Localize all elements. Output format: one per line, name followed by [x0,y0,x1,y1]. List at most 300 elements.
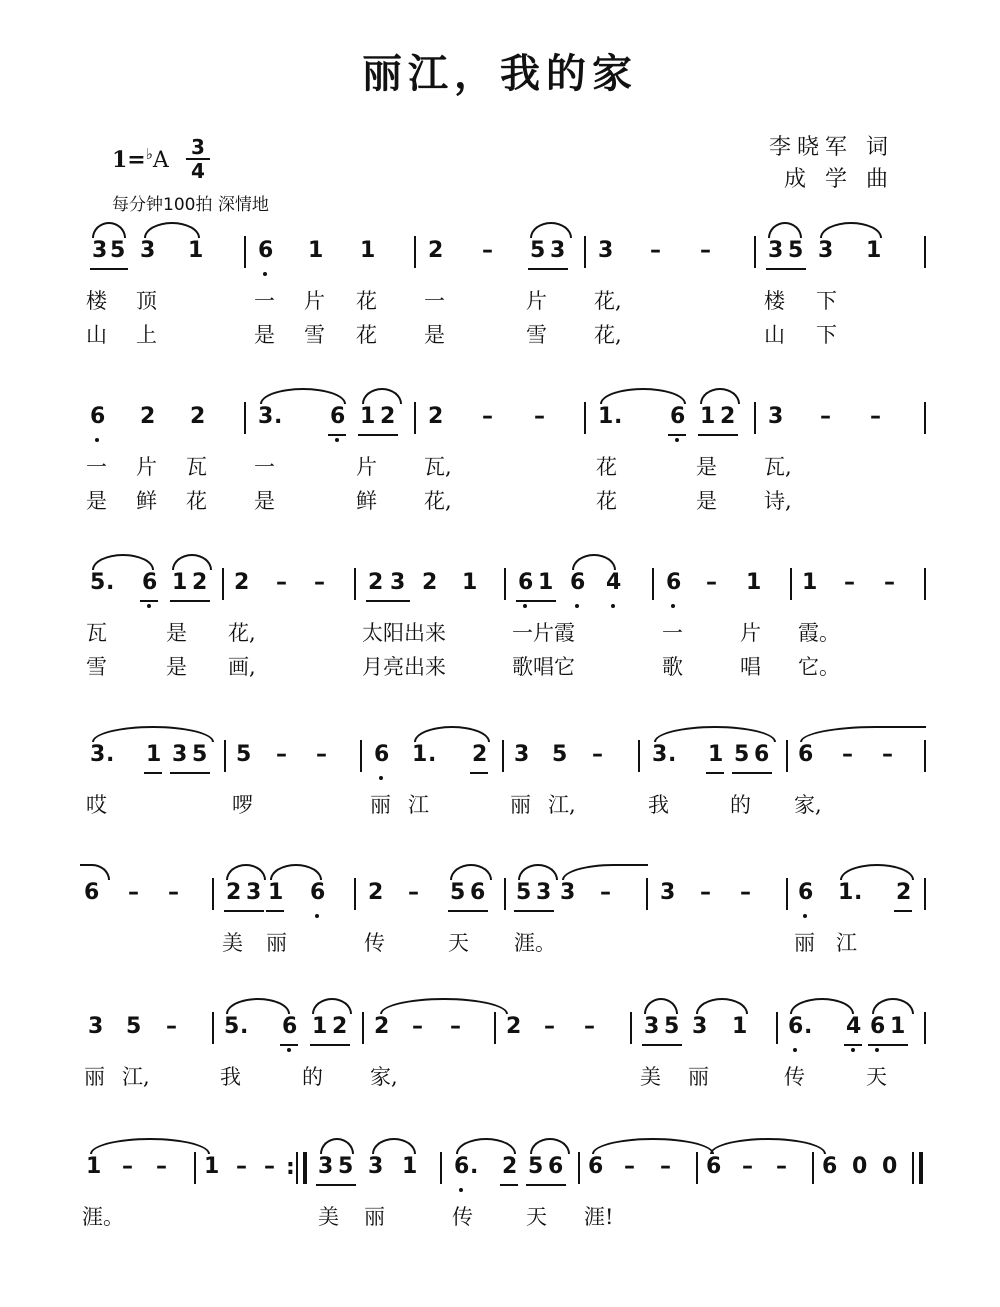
beam [668,434,686,436]
augmentation-dot: . [668,742,677,767]
notation-line [0,740,1000,790]
barline [776,1012,778,1044]
system-3 [0,568,1000,686]
note: 1 [308,238,324,263]
lyric: 雪 [86,655,107,679]
note: – [276,742,287,767]
barline [440,1152,442,1184]
note: 1 [538,570,554,595]
barline [414,236,416,268]
lyric: 花, [228,621,256,645]
lyric: 江, [548,793,576,817]
note: – [482,404,493,429]
augmentation-dot: . [854,880,863,905]
note: 5 [192,742,208,767]
barline [362,1012,364,1044]
note: 1 [866,238,882,263]
slur [380,998,508,1014]
barline [244,402,246,434]
barline [754,236,756,268]
note: 3 [560,880,576,905]
lyric: 是 [424,323,445,347]
barline [924,1012,926,1044]
lyric: 哎 [86,793,107,817]
barline [696,1152,698,1184]
note: – [156,1154,167,1179]
note: 3 [88,1014,104,1039]
barline [494,1012,496,1044]
lyric: 丽 [688,1065,709,1089]
lyric: 山 [86,323,107,347]
low-octave-dot [95,438,99,442]
system-7 [0,1152,1000,1236]
note: 2 [368,880,384,905]
note: 5 [664,1014,680,1039]
lyric: 一 [662,621,683,645]
lyric: 丽 [370,793,391,817]
beam [732,772,772,774]
barline [646,878,648,910]
beam [310,1044,350,1046]
note: – [236,1154,247,1179]
note: 5 [126,1014,142,1039]
barline [504,568,506,600]
note: 5 [236,742,252,767]
lyric: 唱 [740,655,761,679]
beam [844,1044,862,1046]
notation-line [0,236,1000,286]
note: 0 [882,1154,898,1179]
lyric: 我 [220,1065,241,1089]
augmentation-dot: . [470,1154,479,1179]
barline [924,568,926,600]
note: 2 [896,880,912,905]
note: – [650,238,661,263]
note: 1 [802,570,818,595]
beam [766,268,806,270]
note: 6 [870,1014,886,1039]
beam [366,600,410,602]
note: 1 [146,742,162,767]
note: 3 [92,238,108,263]
note: – [122,1154,133,1179]
note: 6 [798,742,814,767]
note: 6 [470,880,486,905]
note: 6 [142,570,158,595]
note: 3 [550,238,566,263]
note: 2 [226,880,242,905]
augmentation-dot: . [614,404,623,429]
augmentation-dot: . [428,742,437,767]
note: 1 [700,404,716,429]
barline [786,740,788,772]
lyric: 天 [448,931,469,955]
lyric-line-verse1 [0,286,1000,320]
note: 1 [462,570,478,595]
note: 5 [552,742,568,767]
note: 1 [598,404,614,429]
note: 1 [86,1154,102,1179]
low-octave-dot [803,914,807,918]
beam [698,434,738,436]
note: – [482,238,493,263]
repeat-dots: : [286,1155,295,1180]
augmentation-dot: . [274,404,283,429]
barline [222,568,224,600]
lyric: 霞。 [798,621,840,645]
barline [754,402,756,434]
note: 2 [428,404,444,429]
note: 1 [360,238,376,263]
note: – [844,570,855,595]
note: – [870,404,881,429]
low-octave-dot [575,604,579,608]
lyric: 雪 [526,323,547,347]
note: 5 [734,742,750,767]
key-prefix: 1= [112,147,146,173]
lyric: 画, [228,655,256,679]
lyric: 是 [166,655,187,679]
note: 3 [90,742,106,767]
barline [502,740,504,772]
note: 3 [318,1154,334,1179]
note: 6 [518,570,534,595]
note: – [700,238,711,263]
note: – [408,880,419,905]
lyric: 丽 [794,931,815,955]
note: 6 [84,880,100,905]
lyric: 丽 [84,1065,105,1089]
lyric-line-verse2 [0,486,1000,520]
barline [224,740,226,772]
note: 2 [502,1154,518,1179]
note: 1 [746,570,762,595]
barline [212,1012,214,1044]
note: – [276,570,287,595]
note: 3 [514,742,530,767]
lyric: 啰 [232,793,253,817]
lyric: 花, [594,289,622,313]
note: 5 [110,238,126,263]
lyric: 一片霞 [512,621,575,645]
lyric: 顶 [136,289,157,313]
note: 6 [90,404,106,429]
lyric: 的 [302,1065,323,1089]
lyric: 花, [594,323,622,347]
barline [354,568,356,600]
note: 3 [140,238,156,263]
note: – [882,742,893,767]
lyric: 瓦, [424,455,452,479]
lyric: 天 [866,1065,887,1089]
beam [170,600,210,602]
barline [244,236,246,268]
low-octave-dot [671,604,675,608]
note: – [168,880,179,905]
lyric: 是 [696,455,717,479]
repeat-end-barline [296,1152,307,1184]
beam [224,910,264,912]
note: – [592,742,603,767]
flat-sign: ♭ [145,145,153,163]
lyric: 传 [452,1205,473,1229]
note: 6 [282,1014,298,1039]
note: 1 [890,1014,906,1039]
barline [924,402,926,434]
beam [516,600,556,602]
lyric-line-verse1 [0,452,1000,486]
note: 3 [390,570,406,595]
low-octave-dot [875,1048,879,1052]
note: 6 [670,404,686,429]
note: 3 [536,880,552,905]
note: 6 [822,1154,838,1179]
note: 6 [570,570,586,595]
lyric-line [0,790,1000,824]
lyric: 雪 [304,323,325,347]
note: – [314,570,325,595]
barline [924,878,926,910]
barline [212,878,214,910]
note: 1 [204,1154,220,1179]
time-denominator: 4 [186,158,210,182]
lyric: 家, [794,793,822,817]
notation-line [0,1152,1000,1202]
key-signature [112,145,169,173]
lyric: 太阳出来 [362,621,446,645]
low-octave-dot [335,438,339,442]
beam [144,772,162,774]
note: 5 [338,1154,354,1179]
beam [642,1044,682,1046]
note: 6 [310,880,326,905]
lyric: 鲜 [136,489,157,513]
lyric: 是 [86,489,107,513]
lyricist-credit: 李晓军 词 [769,135,894,160]
lyric: 片 [304,289,325,313]
note: – [534,404,545,429]
lyric-line-verse1 [0,618,1000,652]
note: 6 [454,1154,470,1179]
low-octave-dot [851,1048,855,1052]
note: 5 [224,1014,240,1039]
beam [894,910,912,912]
note: – [544,1014,555,1039]
lyric: 片 [136,455,157,479]
note: 1 [402,1154,418,1179]
lyric: 一 [254,455,275,479]
system-5 [0,878,1000,962]
beam [500,1184,518,1186]
low-octave-dot [793,1048,797,1052]
note: 6 [666,570,682,595]
beam [140,600,158,602]
lyric: 一 [424,289,445,313]
low-octave-dot [147,604,151,608]
note: 2 [374,1014,390,1039]
lyric: 一 [254,289,275,313]
barline [812,1152,814,1184]
low-octave-dot [287,1048,291,1052]
augmentation-dot: . [106,570,115,595]
note: 3 [598,238,614,263]
barline [790,568,792,600]
lyric: 歌唱它 [512,655,575,679]
note: – [450,1014,461,1039]
barline [584,402,586,434]
time-signature [186,136,210,182]
beam [358,434,398,436]
beam [448,910,488,912]
note: – [706,570,717,595]
note: 2 [234,570,250,595]
lyric: 上 [136,323,157,347]
note: – [700,880,711,905]
note: 2 [332,1014,348,1039]
beam [266,910,284,912]
lyric: 鲜 [356,489,377,513]
barline [584,236,586,268]
augmentation-dot: . [106,742,115,767]
note: – [742,1154,753,1179]
lyric: 我 [648,793,669,817]
barline [786,878,788,910]
note: 1 [708,742,724,767]
time-numerator: 3 [191,135,205,159]
low-octave-dot [379,776,383,780]
note: – [584,1014,595,1039]
notation-line [0,878,1000,928]
note: 1 [268,880,284,905]
barline [194,1152,196,1184]
lyric: 花 [596,455,617,479]
low-octave-dot [315,914,319,918]
beam [470,772,488,774]
slur [710,1138,826,1154]
note: 3 [692,1014,708,1039]
lyric: 江 [836,931,857,955]
note: 3 [768,404,784,429]
note: 1 [360,404,376,429]
beam [316,1184,356,1186]
note: 1 [312,1014,328,1039]
note: 3 [652,742,668,767]
barline [630,1012,632,1044]
lyric-line [0,928,1000,962]
lyric: 涯。 [82,1205,124,1229]
note: 6 [258,238,274,263]
lyric: 是 [166,621,187,645]
note: 3 [818,238,834,263]
note: 2 [380,404,396,429]
note: 3 [246,880,262,905]
lyric: 丽 [364,1205,385,1229]
barline [638,740,640,772]
note: 3 [368,1154,384,1179]
lyric: 楼 [764,289,785,313]
note: 2 [720,404,736,429]
note: – [820,404,831,429]
lyric: 花 [356,323,377,347]
lyric: 一 [86,455,107,479]
lyric: 瓦, [764,455,792,479]
note: 1 [412,742,428,767]
system-6 [0,1012,1000,1096]
barline [414,402,416,434]
lyric: 传 [364,931,385,955]
lyric: 歌 [662,655,683,679]
note: 2 [422,570,438,595]
note: 5 [450,880,466,905]
note: 5 [530,238,546,263]
note: – [316,742,327,767]
note: 6 [788,1014,804,1039]
note: – [128,880,139,905]
lyric: 江, [122,1065,150,1089]
lyric: 瓦 [86,621,107,645]
note: 6 [798,880,814,905]
lyric: 花, [424,489,452,513]
lyric-line [0,1062,1000,1096]
lyric: 江 [408,793,429,817]
note: 3 [768,238,784,263]
barline [924,236,926,268]
note: 6 [548,1154,564,1179]
note: 3 [644,1014,660,1039]
lyric: 美 [318,1205,339,1229]
note: 5 [788,238,804,263]
lyric-line-verse2 [0,652,1000,686]
barline [360,740,362,772]
lyric: 片 [526,289,547,313]
lyric: 片 [356,455,377,479]
lyric: 的 [730,793,751,817]
lyric: 山 [764,323,785,347]
beam [328,434,346,436]
note: 1 [732,1014,748,1039]
note: 2 [140,404,156,429]
low-octave-dot [675,438,679,442]
lyric: 诗, [764,489,792,513]
note: 2 [192,570,208,595]
augmentation-dot: . [240,1014,249,1039]
note: – [740,880,751,905]
lyric: 片 [740,621,761,645]
note: 6 [754,742,770,767]
barline [924,740,926,772]
final-barline [912,1152,923,1184]
note: – [624,1154,635,1179]
slur [90,1138,210,1154]
beam [514,910,554,912]
low-octave-dot [263,272,267,276]
barline [504,878,506,910]
lyric: 月亮出来 [362,655,446,679]
lyric: 楼 [86,289,107,313]
lyric: 天 [526,1205,547,1229]
lyric: 是 [254,323,275,347]
low-octave-dot [523,604,527,608]
lyric-line-verse2 [0,320,1000,354]
augmentation-dot: . [804,1014,813,1039]
beam [868,1044,908,1046]
tie-continues [800,726,926,742]
note: – [660,1154,671,1179]
note: 2 [472,742,488,767]
note: 0 [852,1154,868,1179]
note: 5 [516,880,532,905]
note: 6 [330,404,346,429]
